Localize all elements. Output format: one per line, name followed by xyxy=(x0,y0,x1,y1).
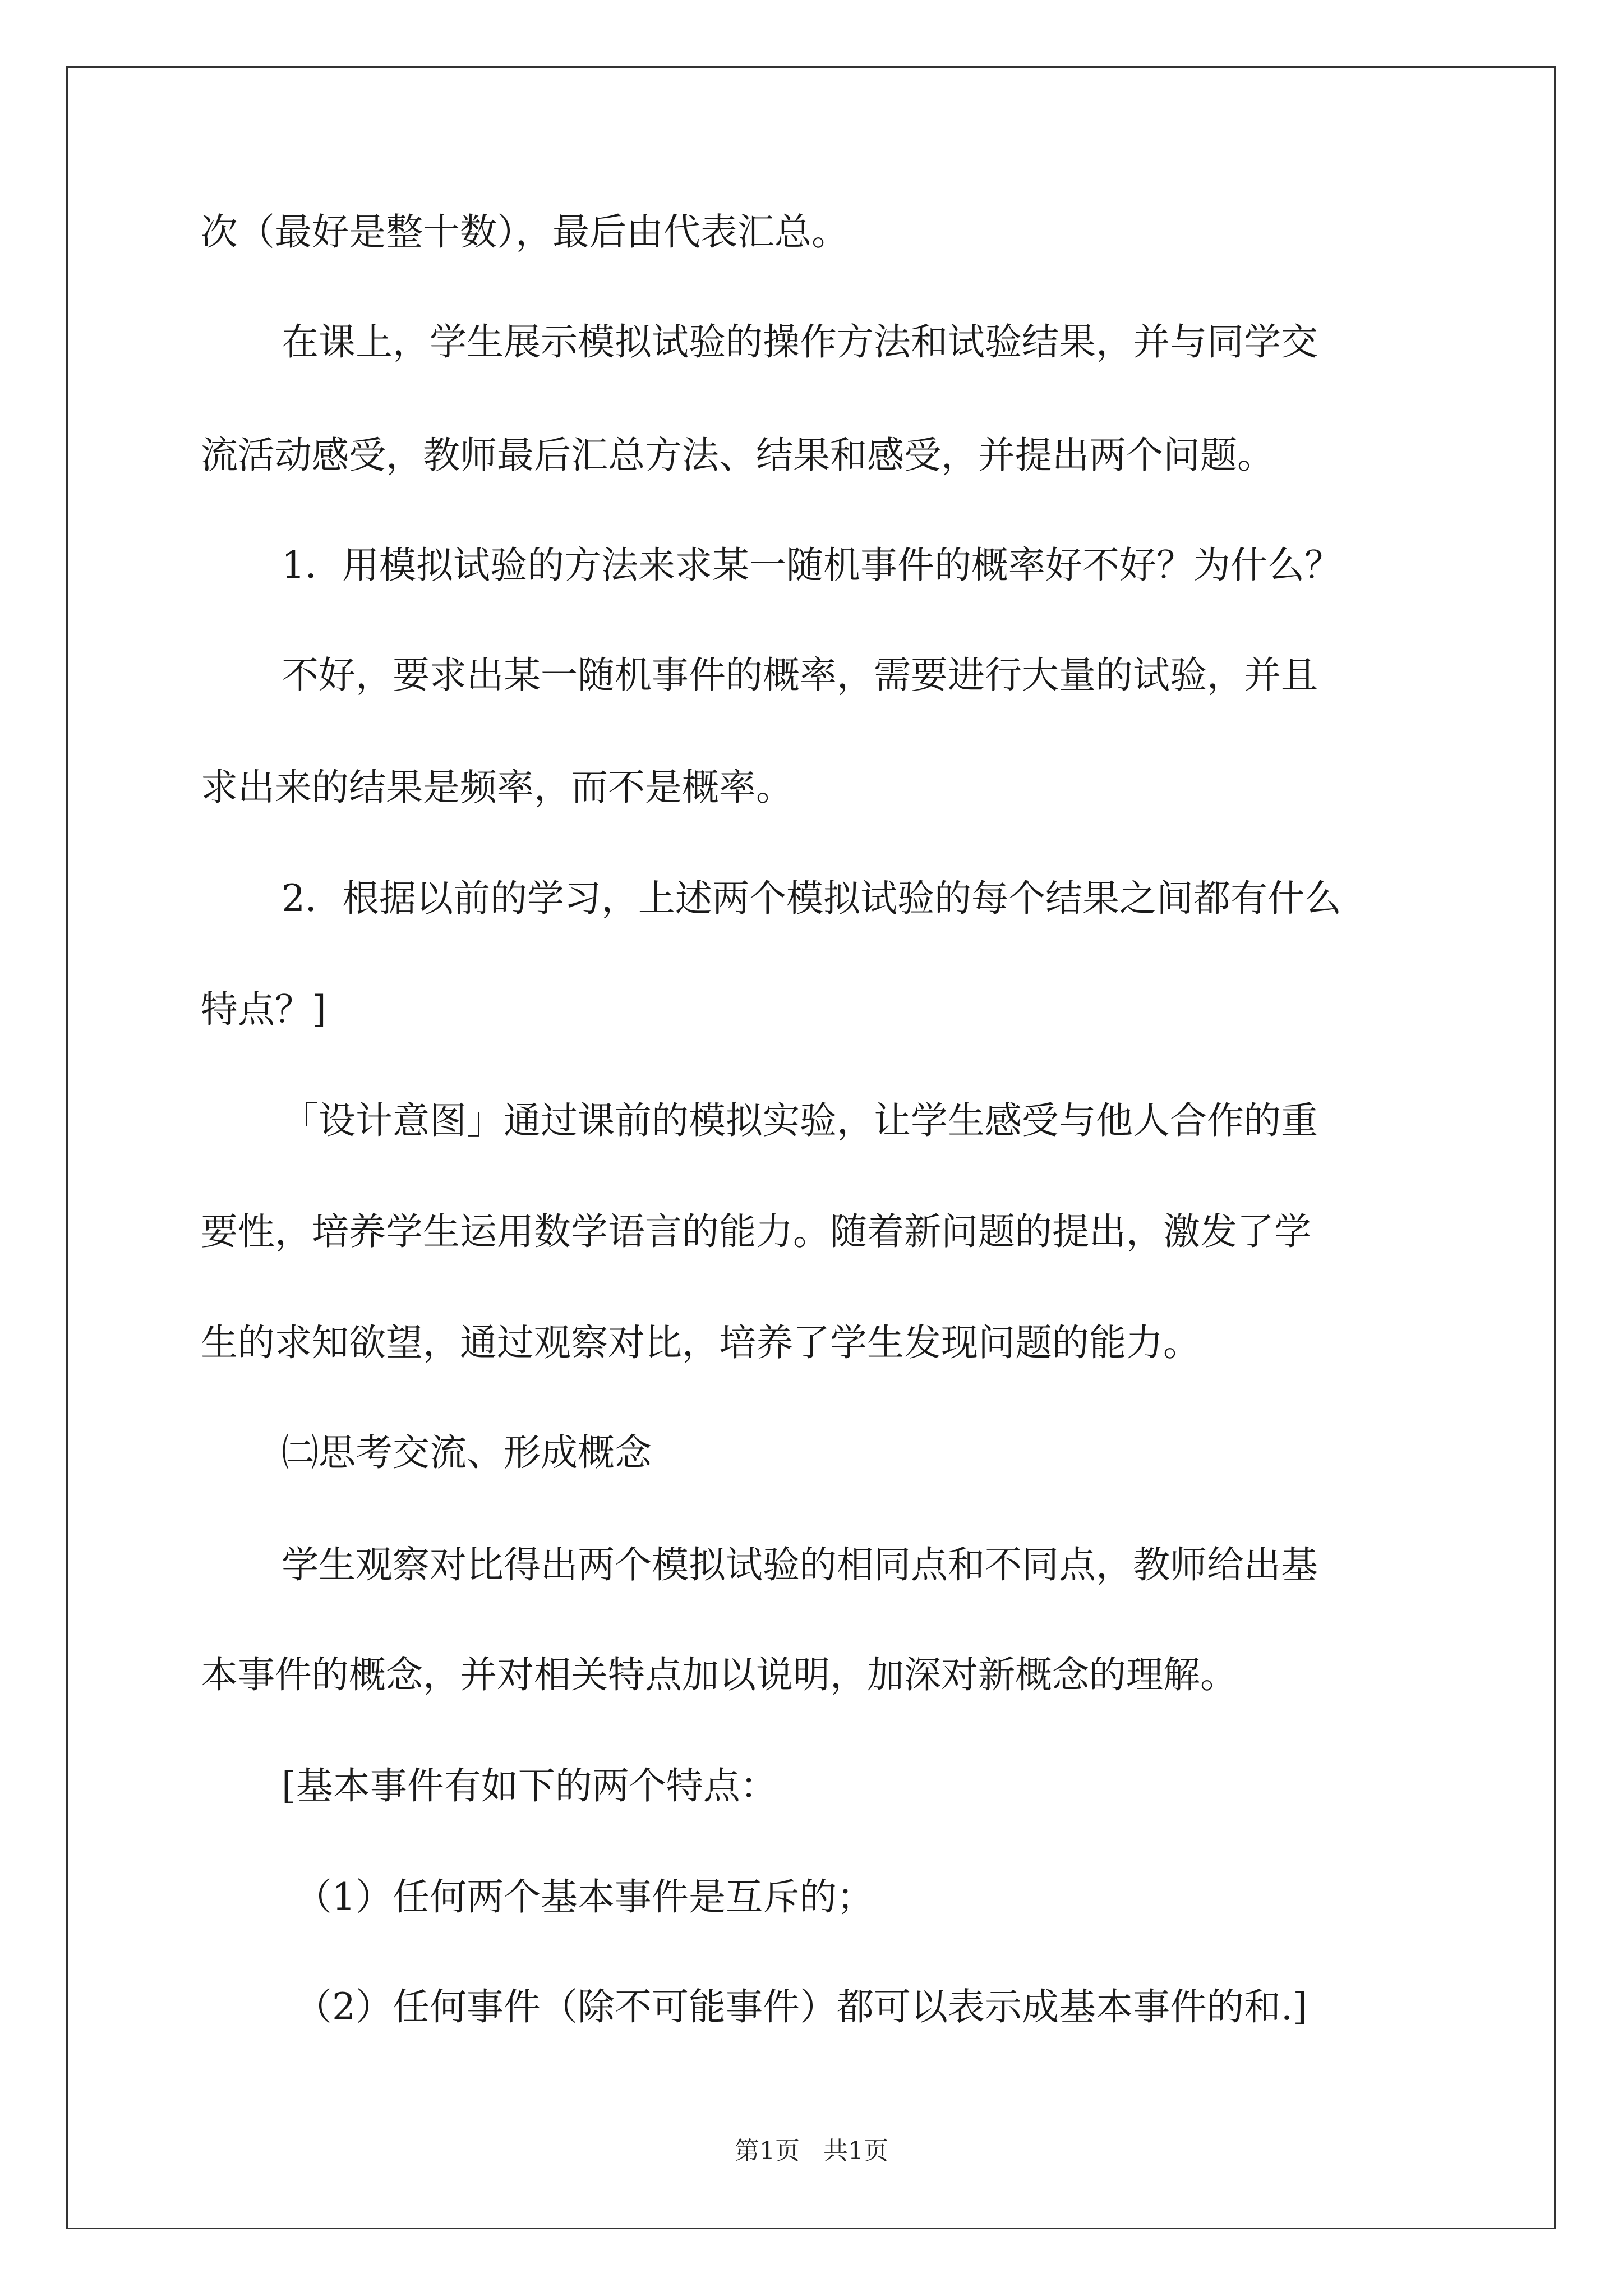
paragraph-line: 流活动感受，教师最后汇总方法、结果和感受，并提出两个问题。 xyxy=(201,434,1274,477)
paragraph-line: 特点？] xyxy=(201,988,326,1031)
paragraph-line: 2．根据以前的学习，上述两个模拟试验的每个结果之间都有什么 xyxy=(282,877,1341,920)
paragraph-line: 要性，培养学生运用数学语言的能力。随着新问题的提出，激发了学 xyxy=(201,1210,1311,1253)
paragraph-line: 生的求知欲望，通过观察对比，培养了学生发现问题的能力。 xyxy=(201,1321,1200,1364)
list-item: （1）任何两个基本事件是互斥的； xyxy=(295,1875,874,1918)
paragraph-line: 求出来的结果是频率，而不是概率。 xyxy=(201,766,793,809)
paragraph-line: 在课上，学生展示模拟试验的操作方法和试验结果，并与同学交 xyxy=(282,320,1318,364)
paragraph-line: [基本事件有如下的两个特点： xyxy=(282,1764,777,1807)
paragraph-line: 学生观察对比得出两个模拟试验的相同点和不同点，教师给出基 xyxy=(282,1543,1318,1586)
page-footer: 第1页 共1页 xyxy=(735,2137,888,2165)
paragraph-line: 「设计意图」通过课前的模拟实验，让学生感受与他人合作的重 xyxy=(282,1099,1318,1142)
paragraph-line: 本事件的概念，并对相关特点加以说明，加深对新概念的理解。 xyxy=(201,1653,1237,1696)
paragraph-line: 不好，要求出某一随机事件的概率，需要进行大量的试验，并且 xyxy=(282,654,1318,697)
paragraph-line: 1．用模拟试验的方法来求某一随机事件的概率好不好？为什么？ xyxy=(282,544,1341,587)
paragraph-line: 次（最好是整十数），最后由代表汇总。 xyxy=(201,210,849,254)
section-heading: ㈡思考交流、形成概念 xyxy=(282,1431,652,1474)
list-item: （2）任何事件（除不可能事件）都可以表示成基本事件的和.] xyxy=(295,1985,1307,2028)
